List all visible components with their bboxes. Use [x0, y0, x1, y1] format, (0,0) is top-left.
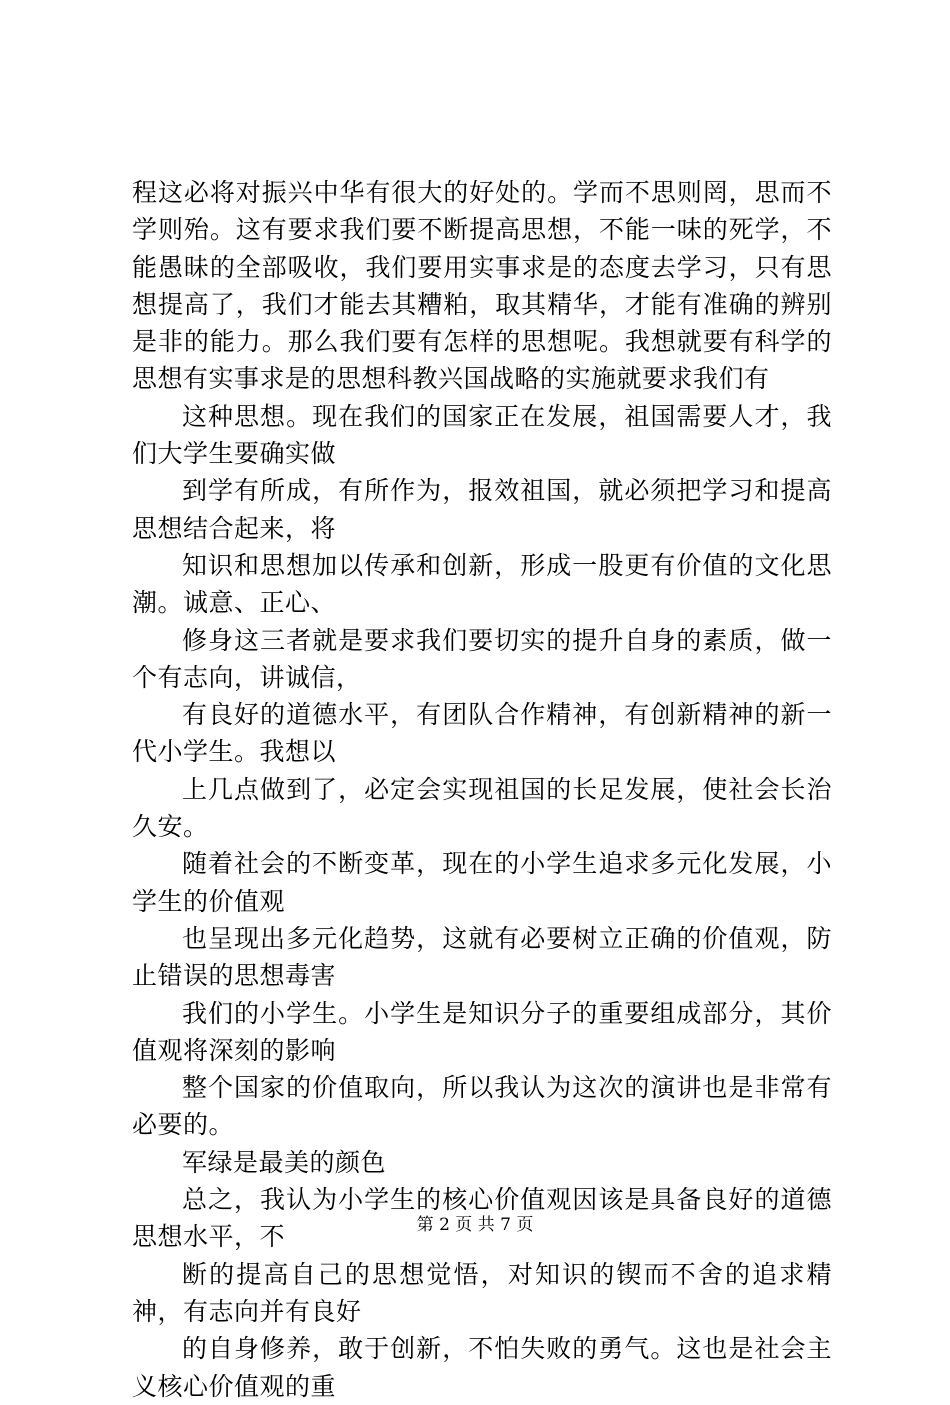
paragraph: 到学有所成，有所作为，报效祖国，就必须把学习和提高思想结合起来，将 — [132, 476, 832, 543]
paragraph: 总之，我认为小学生的核心价值观因该是具备良好的道德思想水平，不 — [132, 1185, 832, 1252]
paragraph: 上几点做到了，必定会实现祖国的长足发展，使社会长治久安。 — [132, 774, 832, 842]
heading-line: 军绿是最美的颜色 — [182, 1147, 387, 1177]
paragraph: 这种思想。现在我们的国家正在发展，祖国需要人才，我们大学生要确实做 — [132, 401, 832, 469]
paragraph: 我们的小学生。小学生是知识分子的重要组成部分，其价值观将深刻的影响 — [132, 998, 832, 1065]
paragraph: 也呈现出多元化趋势，这就有必要树立正确的价值观，防止错误的思想毒害 — [132, 923, 832, 991]
paragraph: 整个国家的价值取向，所以我认为这次的演讲也是非常有必要的。 — [132, 1073, 832, 1140]
paragraph: 的自身修养，敢于创新，不怕失败的勇气。这也是社会主义核心价值观的重 — [132, 1334, 832, 1401]
paragraph: 知识和思想加以传承和创新，形成一股更有价值的文化思潮。诚意、正心、 — [132, 550, 832, 618]
paragraph: 随着社会的不断变革，现在的小学生追求多元化发展，小学生的价值观 — [132, 849, 832, 916]
page-footer: 第 2 页 共 7 页 — [416, 1215, 534, 1235]
paragraph: 有良好的道德水平，有团队合作精神，有创新精神的新一代小学生。我想以 — [132, 700, 832, 767]
paragraph: 修身这三者就是要求我们要切实的提升自身的素质，做一个有志向，讲诚信， — [132, 625, 832, 692]
paragraph: 断的提高自己的思想觉悟，对知识的锲而不舍的追求精神，有志向并有良好 — [132, 1259, 832, 1326]
paragraph: 程这必将对振兴中华有很大的好处的。学而不思则罔，思而不学则殆。这有要求我们要不断提高思想，不能一味的死学，不能愚昧的全部吸收，我们要用实事求是的态度去学习，只有思想提高了，我们才能去其糟粕，取其精华，才能有准确的辨别是非的能力。那么我们要有怎样的思想呢。我想就要有科学的思想有实事求是的思想科教兴国战略的实施就要求我们有 — [132, 178, 832, 394]
